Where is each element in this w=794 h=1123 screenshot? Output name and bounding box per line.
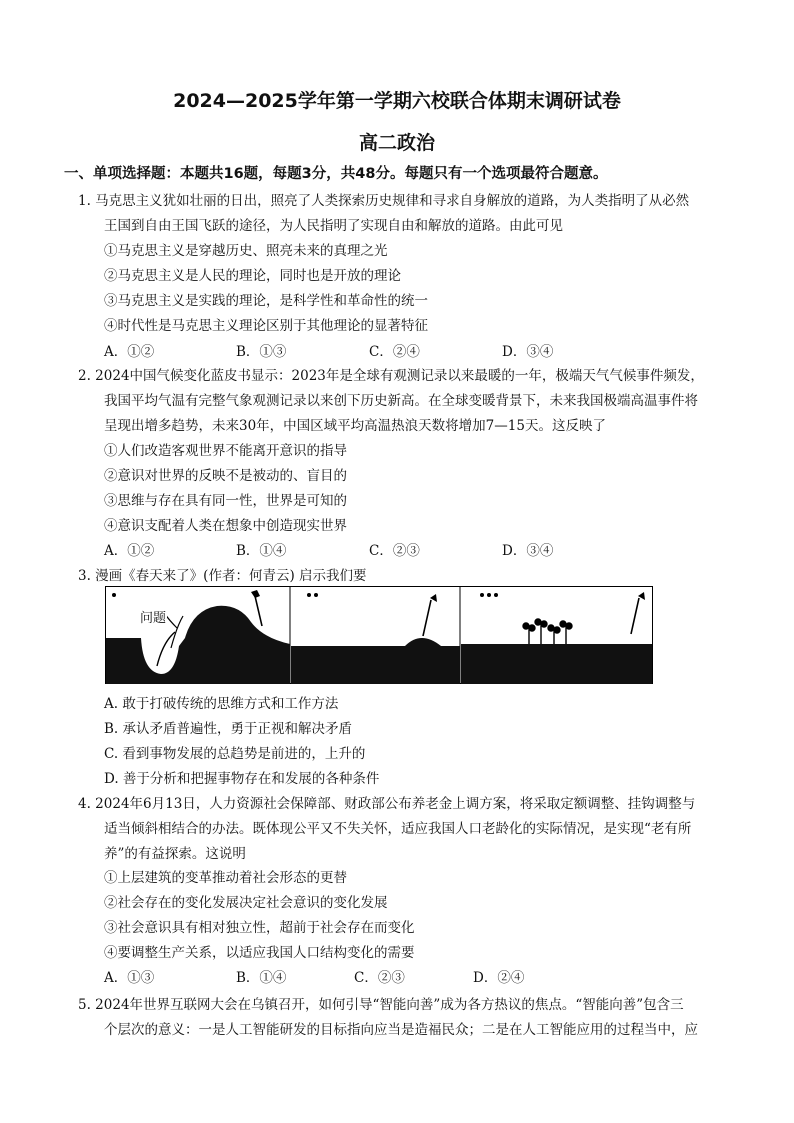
q5-stem-line-2: 个层次的意义：一是人工智能研发的目标指向应当是造福民众；二是在人工智能应用的过程当中，应 (104, 1022, 698, 1038)
q2-option-a[interactable]: A．①② (104, 543, 155, 559)
q1-option-b[interactable]: B．①③ (236, 344, 287, 360)
q1-stem-line-1: 1. 马克思主义犹如壮丽的日出，照亮了人类探索历史规律和寻求自身解放的道路，为人类指明了从必然 (78, 193, 690, 209)
q1-option-a[interactable]: A．①② (104, 344, 155, 360)
q3-option-d[interactable]: D. 善于分析和把握事物存在和发展的各种条件 (104, 771, 380, 787)
soil-ground (291, 646, 460, 684)
q4-item-3: ③社会意识具有相对独立性，超前于社会存在而变化 (104, 920, 415, 936)
exam-title: 2024—2025学年第一学期六校联合体期末调研试卷 (173, 90, 621, 112)
q3-option-b[interactable]: B. 承认矛盾普遍性，勇于正视和解决矛盾 (104, 721, 353, 737)
q2-option-c[interactable]: C．②③ (369, 543, 420, 559)
panel-dot (112, 593, 116, 597)
section-heading: 一、单项选择题：本题共16题，每题3分，共48分。每题只有一个选项最符合题意。 (64, 166, 608, 182)
q1-item-3: ③马克思主义是实践的理论，是科学性和革命性的统一 (104, 293, 428, 309)
q2-stem-line-3: 呈现出增多趋势，未来30年，中国区域平均高温热浪天数将增加7—15天。这反映了 (104, 418, 606, 434)
cartoon-label-problem: 问题 (139, 607, 167, 626)
q4-item-4: ④要调整生产关系，以适应我国人口结构变化的需要 (104, 945, 415, 961)
soil-ground (461, 644, 652, 684)
q4-stem-line-1: 4. 2024年6月13日，人力资源社会保障部、财政部公布养老金上调方案，将采取定额调整、挂钩调整与 (78, 796, 696, 812)
q1-item-4: ④时代性是马克思主义理论区别于其他理论的显著特征 (104, 318, 428, 334)
q1-option-c[interactable]: C．②④ (369, 344, 420, 360)
q4-option-d[interactable]: D．②④ (473, 970, 525, 986)
q2-option-d[interactable]: D．③④ (502, 543, 554, 559)
q1-item-1: ①马克思主义是穿越历史、照亮未来的真理之光 (104, 243, 388, 259)
cartoon-spring-is-coming (105, 586, 653, 684)
q2-item-2: ②意识对世界的反映不是被动的、盲目的 (104, 468, 347, 484)
q3-option-a[interactable]: A. 敢于打破传统的思维方式和工作方法 (104, 696, 339, 712)
q1-item-2: ②马克思主义是人民的理论，同时也是开放的理论 (104, 268, 401, 284)
q4-option-a[interactable]: A．①③ (104, 970, 155, 986)
q2-item-4: ④意识支配着人类在想象中创造现实世界 (104, 518, 347, 534)
q2-stem-line-1: 2. 2024中国气候变化蓝皮书显示：2023年是全球有观测记录以来最暖的一年，极端天气气候事件频发， (78, 368, 704, 384)
panel-dot (487, 593, 491, 597)
q5-stem-line-1: 5. 2024年世界互联网大会在乌镇召开，如何引导“智能向善”成为各方热议的焦点。“智能向善”包含三 (78, 997, 684, 1013)
q1-option-d[interactable]: D．③④ (502, 344, 554, 360)
q2-option-b[interactable]: B．①④ (236, 543, 287, 559)
q2-item-1: ①人们改造客观世界不能离开意识的指导 (104, 443, 347, 459)
exam-subtitle: 高二政治 (358, 132, 435, 154)
q4-option-c[interactable]: C．②③ (354, 970, 405, 986)
panel-dot (307, 593, 311, 597)
q4-item-1: ①上层建筑的变革推动着社会形态的更替 (104, 870, 347, 886)
panel-dot (314, 593, 318, 597)
panel-dot (494, 593, 498, 597)
panel-dot (480, 593, 484, 597)
q3-option-c[interactable]: C. 看到事物发展的总趋势是前进的，上升的 (104, 746, 366, 762)
q4-stem-line-2: 适当倾斜相结合的办法。既体现公平又不失关怀，适应我国人口老龄化的实际情况，是实现“老有所 (104, 821, 692, 837)
q4-option-b[interactable]: B．①④ (236, 970, 287, 986)
q3-stem: 3. 漫画《春天来了》(作者：何青云) 启示我们要 (78, 568, 367, 584)
q2-stem-line-2: 我国平均气温有完整气象观测记录以来创下历史新高。在全球变暖背景下，未来我国极端高温事件将 (104, 393, 698, 409)
q1-stem-line-2: 王国到自由王国飞跃的途径，为人民指明了实现自由和解放的道路。由此可见 (104, 218, 563, 234)
q2-item-3: ③思维与存在具有同一性，世界是可知的 (104, 493, 347, 509)
q4-item-2: ②社会存在的变化发展决定社会意识的变化发展 (104, 895, 388, 911)
q4-stem-line-3: 养”的有益探索。这说明 (104, 846, 246, 862)
